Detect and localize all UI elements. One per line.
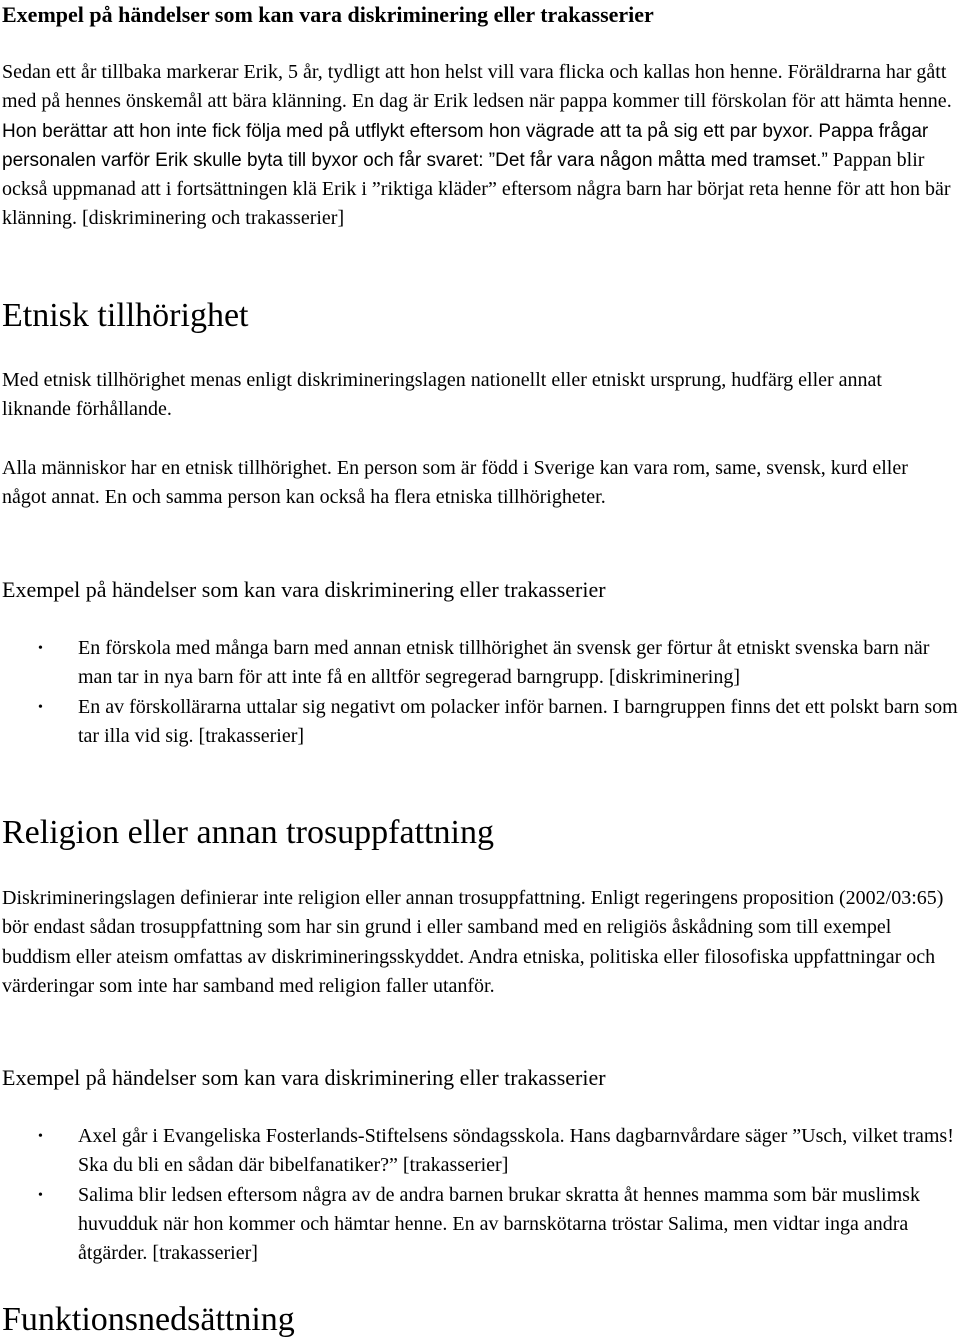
section-heading-disability: Funktionsnedsättning <box>2 1301 295 1338</box>
examples-heading-top: Exempel på händelser som kan vara diskriminering eller trakasserier <box>2 2 654 27</box>
intro-text-2: Hon berättar att hon inte fick följa med på utflykt eftersom hon vägrade att ta på sig ett par byxor. Pappa frågar personalen varför Erik skulle byta till byxor och får svaret: ”Det får vara någon måtta med tramset.” <box>2 120 929 171</box>
list-item-text: Salima blir ledsen eftersom några av de andra barnen brukar skratta åt hennes mamma som bär muslimsk huvudduk när hon kommer och hämtar henne. En av barnskötarna tröstar Salima, men vidtar inga andra åtgärder. [trakasserier] <box>78 1183 920 1265</box>
list-item-text: En förskola med många barn med annan etnisk tillhörighet än svensk ger förtur åt etniskt svenska barn när man tar in nya barn för att inte få en alltför segregerad barngrupp. [diskriminering] <box>78 637 930 689</box>
list-item <box>0 634 958 693</box>
examples-heading-religion: Exempel på händelser som kan vara diskriminering eller trakasserier <box>2 1065 606 1090</box>
intro-text-1: Sedan ett år tillbaka markerar Erik, 5 år, tydligt att hon helst vill vara flicka och kallas hon henne. Föräldrarna har gått med på hennes önskemål att bära klänning. En dag är Erik ledsen när pappa kommer till förskolan för att hämta henne. <box>2 61 952 113</box>
section-heading-ethnicity: Etnisk tillhörighet <box>2 297 249 334</box>
bullet-icon: • <box>38 641 43 656</box>
religion-examples-list <box>0 1122 958 1268</box>
ethnicity-paragraph-2: Alla människor har en etnisk tillhörighet. En person som är född i Sverige kan vara rom, same, svensk, kurd eller något annat. En och samma person kan också ha flera etniska tillhörigheter. <box>2 457 908 509</box>
list-item <box>0 1181 958 1269</box>
ethnicity-examples-list <box>0 634 958 751</box>
bullet-icon: • <box>38 1187 43 1203</box>
intro-text-3: Pappan blir också uppmanad att i fortsättningen klä Erik i ”riktiga kläder” eftersom några barn har börjat reta henne för att hon bär klänning. [diskriminering och trakasserier] <box>2 148 951 230</box>
list-item <box>0 693 958 752</box>
examples-heading-ethnicity: Exempel på händelser som kan vara diskriminering eller trakasserier <box>2 577 606 602</box>
intro-paragraph <box>2 58 952 234</box>
list-item <box>0 1122 958 1181</box>
list-item-text: Axel går i Evangeliska Fosterlands-Stiftelsens söndagsskola. Hans dagbarnvårdare säger ”Usch, vilket trams! Ska du bli en sådan där bibelfanatiker?” [trakasserier] <box>78 1125 954 1177</box>
religion-paragraph: Diskrimineringslagen definierar inte religion eller annan trosuppfattning. Enligt regeringens proposition (2002/03:65) bör endast sådan trosuppfattning som har sin grund i eller samband med en religiös åskådning som till exempel buddism eller ateism omfattas av diskrimineringsskyddet. Andra etniska, politiska eller filosofiska uppfattningar och värderingar som inte har samband med religion faller utanför. <box>2 887 944 997</box>
bullet-icon: • <box>38 1129 43 1144</box>
list-item-text: En av förskollärarna uttalar sig negativt om polacker inför barnen. I barngruppen finns det ett polskt barn som tar illa vid sig. [trakasserier] <box>78 695 958 747</box>
ethnicity-paragraph-1: Med etnisk tillhörighet menas enligt diskrimineringslagen nationellt eller etniskt ursprung, hudfärg eller annat liknande förhållande. <box>2 369 882 421</box>
section-heading-religion: Religion eller annan trosuppfattning <box>2 814 494 851</box>
bullet-icon: • <box>38 699 43 715</box>
